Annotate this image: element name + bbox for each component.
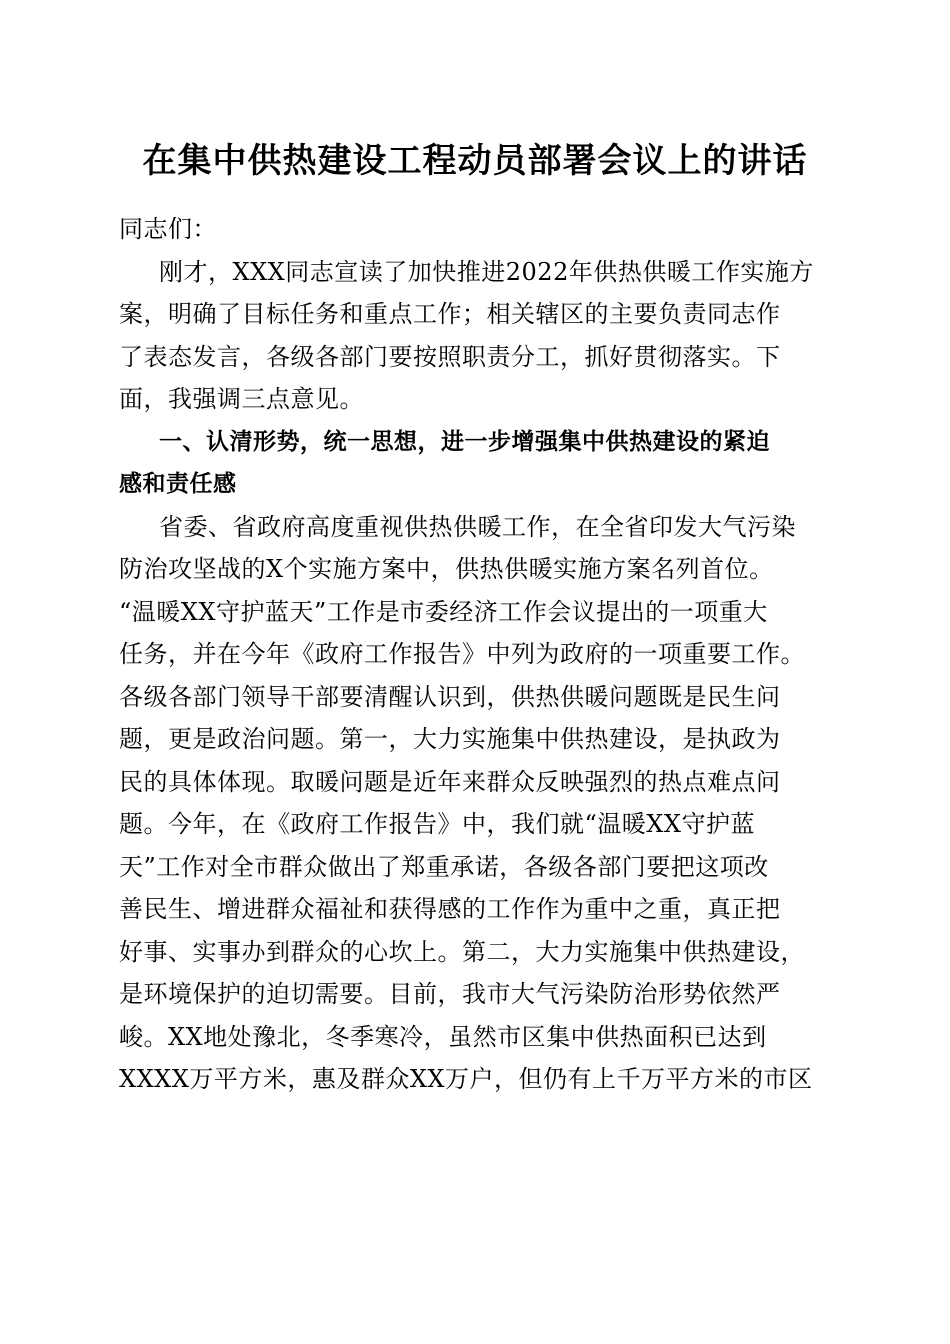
section-heading: 感和责任感: [119, 471, 237, 497]
paragraph-line: 天”工作对全市群众做出了郑重承诺，各级各部门要把这项改: [119, 852, 769, 881]
paragraph-line: 题。今年，在《政府工作报告》中，我们就“温暖XX守护蓝: [119, 810, 755, 838]
paragraph-line: 案，明确了目标任务和重点工作；相关辖区的主要负责同志作: [119, 300, 781, 328]
paragraph-line: 是环境保护的迫切需要。目前，我市大气污染防治形势依然严: [119, 980, 781, 1008]
paragraph-line: 民的具体体现。取暖问题是近年来群众反映强烈的热点难点问: [119, 767, 781, 796]
paragraph-line: 各级各部门领导干部要清醒认识到，供热供暖问题既是民生问: [119, 682, 781, 711]
paragraph-line: “温暖XX守护蓝天”工作是市委经济工作会议提出的一项重大: [119, 597, 768, 626]
paragraph-line: 防治攻坚战的X个实施方案中，供热供暖实施方案名列首位。: [119, 555, 774, 583]
paragraph-line: 善民生、增进群众福祉和获得感的工作作为重中之重，真正把: [119, 895, 781, 923]
paragraph-line: 峻。XX地处豫北，冬季寒冷，虽然市区集中供热面积已达到: [119, 1022, 767, 1051]
paragraph-line: 刚才，XXX同志宣读了加快推进2022年供热供暖工作实施方: [159, 257, 814, 286]
section-heading: 一、认清形势，统一思想，进一步增强集中供热建设的紧迫: [159, 428, 770, 455]
salutation: 同志们：: [119, 215, 217, 243]
paragraph-line: 了表态发言，各级各部门要按照职责分工，抓好贯彻落实。下: [119, 342, 781, 371]
paragraph-line: 任务，并在今年《政府工作报告》中列为政府的一项重要工作。: [119, 640, 805, 668]
paragraph-line: 好事、实事办到群众的心坎上。第二，大力实施集中供热建设，: [119, 937, 805, 966]
paragraph-line: 省委、省政府高度重视供热供暖工作，在全省印发大气污染: [159, 512, 796, 541]
paragraph-line: 面，我强调三点意见。: [119, 385, 364, 413]
document-body: [119, 208, 830, 1101]
document-title: 在集中供热建设工程动员部署会议上的讲话: [142, 141, 808, 181]
paragraph-line: 题，更是政治问题。第一，大力实施集中供热建设，是执政为: [119, 725, 781, 753]
paragraph-line: XXXX万平方米，惠及群众XX万户，但仍有上千万平方米的市区: [119, 1065, 813, 1093]
